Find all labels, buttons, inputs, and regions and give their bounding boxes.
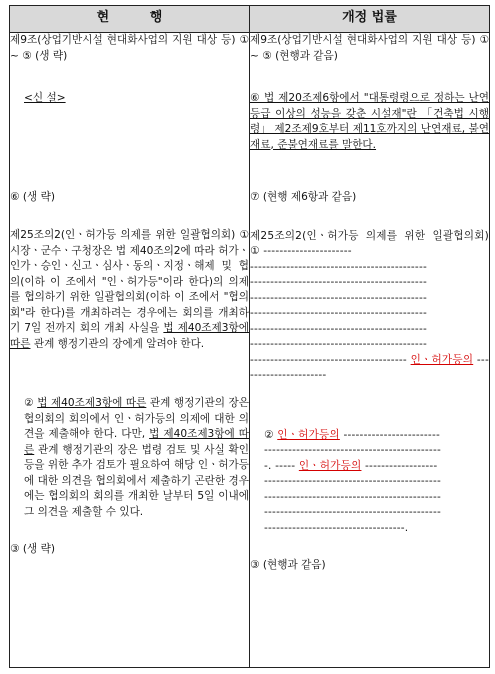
right-art25-p2-red1: 인ㆍ허가등의 — [277, 428, 340, 441]
left-art25-p3: ③ (생 략) — [10, 543, 55, 555]
revised-law-header: 개정 법률 — [250, 6, 490, 33]
revised-law-column — [250, 33, 490, 668]
right-art9-p7: ⑦ (현행 제6항과 같음) — [250, 191, 357, 203]
right-art9-head: 제9조(상업기반시설 현대화사업의 지원 대상 등) ① ~ ⑤ (현행과 같음) — [250, 34, 489, 62]
right-art25-p3: ③ (현행과 같음) — [250, 559, 326, 571]
left-art25-p2-ref2: 법 제40조제3항에 따른 — [24, 428, 250, 456]
right-art25-p2-red2: 인ㆍ허가등의 — [298, 459, 362, 472]
comparison-table — [9, 5, 490, 668]
current-law-column — [10, 33, 250, 668]
left-art9-head: 제9조(상업기반시설 현대화사업의 지원 대상 등) ① ~ ⑤ (생 략) — [10, 34, 249, 62]
left-art9-p6: ⑥ (생 략) — [10, 190, 55, 203]
left-art25-p1-ref: 법 제40조제3항에 따른 — [10, 322, 249, 350]
right-art25-p1-red: 인ㆍ허가등의 — [410, 353, 474, 366]
current-law-header: 현 행 — [10, 6, 250, 33]
right-art25-p1: 제25조의2(인ㆍ허가등 의제를 위한 일괄협의회) ① ---------------------- -------------------------------------------- -------------------------------------------- -------------------------------------------- -------------------------------------------- -------------------------------------------- -------------------------------------------- --------------------------------------- 인ㆍ허가등의 ---------------------- — [250, 229, 489, 381]
left-art9-new-placeholder: <신 설> — [24, 92, 66, 104]
right-art25-p2: ② 인ㆍ허가등의 ------------------------ -------------------------------------------- -. ----- 인ㆍ허가등의 ------------------ -------------------------------------------- -------------------------------------------- -------------------------------------------- -----------------------------------. — [264, 428, 441, 534]
right-art9-p6-new: ⑥ 법 제20조제6항에서 "대통령령으로 정하는 난연등급 이상의 성능을 갖춘 시설재"란 「건축법 시행령」 제2조제9호부터 제11호까지의 난연재료, 불연재료, 준불연재료를 말한다. — [250, 92, 489, 151]
header-row — [10, 6, 490, 33]
left-art25-p2: ② 법 제40조제3항에 따른 관계 행정기관의 장은 협의회의 회의에서 인ㆍ허가등의 의제에 대한 의견을 제출해야 한다. 다만, 법 제40조제3항에 따른 관계 행정기관의 장은 법령 검토 및 사실 확인 등을 위한 추가 검토가 필요하여 해당 인ㆍ허가등에 대한 의견을 협의회에서 제출하기 곤란한 경우에는 협의회의 회의를 개최한 날부터 5일 이내에 그 의견을 제출할 수 있다. — [24, 397, 250, 518]
content-row — [10, 33, 490, 668]
left-art25-p1: 제25조의2(인ㆍ허가등 의제를 위한 일괄협의회) ① 시장ㆍ군수ㆍ구청장은 법 제40조의2에 따라 허가ㆍ인가ㆍ승인ㆍ신고ㆍ심사ㆍ동의ㆍ지정ㆍ해제 및 협의(이하 이 조에서 "인ㆍ허가등"이라 한다)의 의제를 협의하기 위한 일괄협의회(이하 이 조에서 "협의회"라 한다)를 개최하려는 경우에는 회의를 개최하기 7일 전까지 회의 개최 사실을 법 제40조제3항에 따른 관계 행정기관의 장에게 알려야 한다. — [10, 229, 249, 350]
left-art25-p2-ref1: 법 제40조제3항에 따른 — [37, 397, 147, 409]
